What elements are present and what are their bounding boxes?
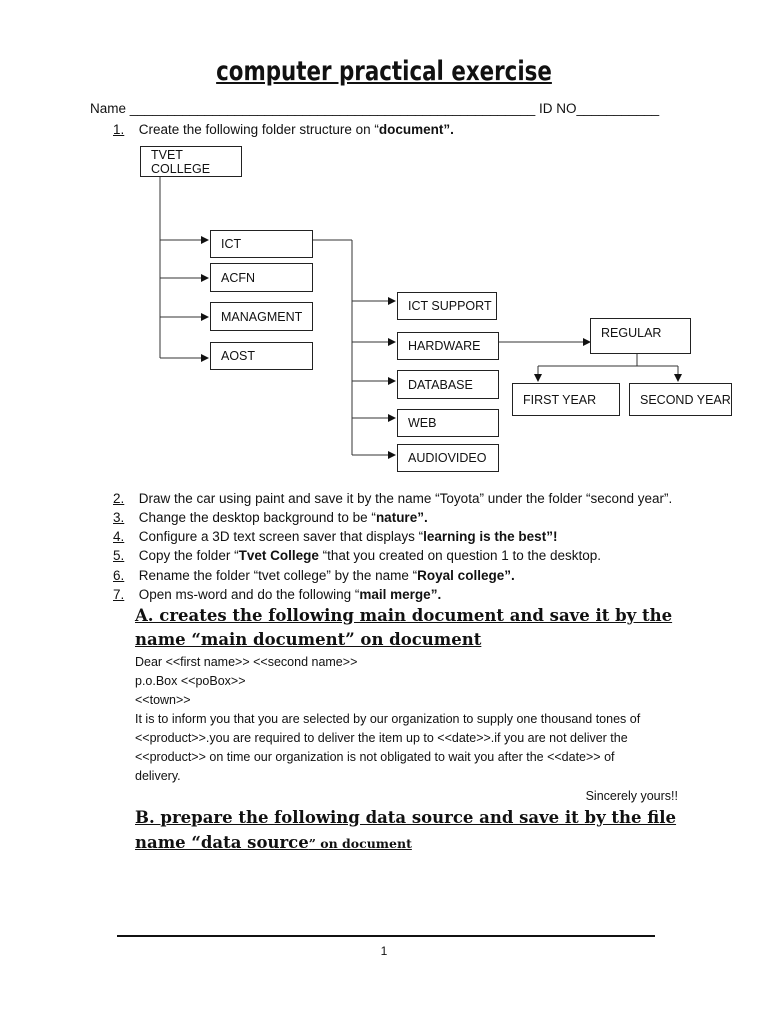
letter-body-1: It is to inform you that you are selected by our organization to supply one thousand tones of — [135, 712, 641, 726]
question-number: 4. — [113, 529, 125, 544]
letter-body-3: <<product>> on time our organization is not obligated to wait you after the <<date>> of — [135, 750, 615, 764]
question-text: Rename the folder “tvet college” by the name “ — [138, 568, 418, 583]
section-a-heading-line1: A. creates the following main document and save it by the — [135, 606, 673, 625]
question-number: 1. — [113, 122, 125, 137]
question-text: Create the following folder structure on “ — [138, 122, 379, 137]
question-number: 3. — [113, 510, 125, 525]
letter-body-4: delivery. — [135, 769, 181, 783]
question-bold: document”. — [378, 122, 454, 137]
folder-managment: MANAGMENT — [210, 302, 313, 331]
folder-acfn: ACFN — [210, 263, 313, 292]
question-bold: Tvet College — [238, 548, 319, 563]
question-bold: mail merge — [359, 587, 431, 602]
question-bold: learning is the best — [423, 529, 547, 544]
name-blank[interactable]: ______________________________________________________ — [129, 101, 536, 116]
letter-closing: Sincerely yours!! — [585, 789, 678, 803]
question-text-end: ”. — [430, 587, 442, 602]
question-number: 5. — [113, 548, 125, 563]
folder-aost: AOST — [210, 342, 313, 370]
letter-town: <<town>> — [135, 693, 191, 707]
folder-ict: ICT — [210, 230, 313, 258]
question-text: Copy the folder “ — [138, 548, 239, 563]
folder-ict-support: ICT SUPPORT — [397, 292, 497, 320]
letter-pobox: p.o.Box <<poBox>> — [135, 674, 246, 688]
folder-web: WEB — [397, 409, 499, 437]
question-text: Open ms-word and do the following “ — [138, 587, 360, 602]
question-2 — [113, 491, 672, 506]
name-label: Name — [90, 101, 127, 116]
question-text: Draw the car using paint and save it by the name “Toyota” under the folder “second year”. — [138, 491, 673, 506]
folder-first-year: FIRST YEAR — [512, 383, 620, 416]
section-b-heading-line2 — [135, 833, 412, 852]
question-number: 2. — [113, 491, 125, 506]
id-blank[interactable]: ___________ — [576, 101, 660, 116]
question-number: 7. — [113, 587, 125, 602]
folder-second-year: SECOND YEAR — [629, 383, 732, 416]
folder-audiovideo: AUDIOVIDEO — [397, 444, 499, 472]
letter-dear: Dear <<first name>> <<second name>> — [135, 655, 358, 669]
section-b-heading-line1: B. prepare the following data source and save it by the file — [135, 808, 677, 827]
question-text-end: ”. — [504, 568, 515, 583]
page-number: 1 — [380, 944, 388, 958]
section-a-heading-line2: name “main document” on document — [135, 630, 482, 649]
id-label: ID NO — [538, 101, 577, 116]
section-b-heading-small: ” on document — [308, 836, 412, 851]
footer-divider — [117, 935, 655, 937]
question-text-end: ”! — [546, 529, 558, 544]
question-text-end: ”. — [417, 510, 428, 525]
question-3 — [113, 510, 428, 525]
question-4 — [113, 529, 557, 544]
folder-tvet-college: TVET COLLEGE — [140, 146, 242, 177]
question-7 — [113, 587, 441, 602]
section-b-heading-main: name “data source — [135, 833, 309, 852]
folder-regular: REGULAR — [590, 318, 691, 354]
question-number: 6. — [113, 568, 125, 583]
folder-database: DATABASE — [397, 370, 499, 399]
question-bold: nature — [375, 510, 418, 525]
letter-body-2: <<product>>.you are required to deliver the item up to <<date>>.if you are not deliver the — [135, 731, 628, 745]
question-text-end: “that you created on question 1 to the desktop. — [318, 548, 602, 563]
question-text: Change the desktop background to be “ — [138, 510, 376, 525]
question-text: Configure a 3D text screen saver that displays “ — [138, 529, 424, 544]
question-5 — [113, 548, 601, 563]
question-6 — [113, 568, 515, 583]
question-bold: Royal college — [417, 568, 505, 583]
folder-hardware: HARDWARE — [397, 332, 499, 360]
page-title: computer practical exercise — [216, 56, 552, 87]
